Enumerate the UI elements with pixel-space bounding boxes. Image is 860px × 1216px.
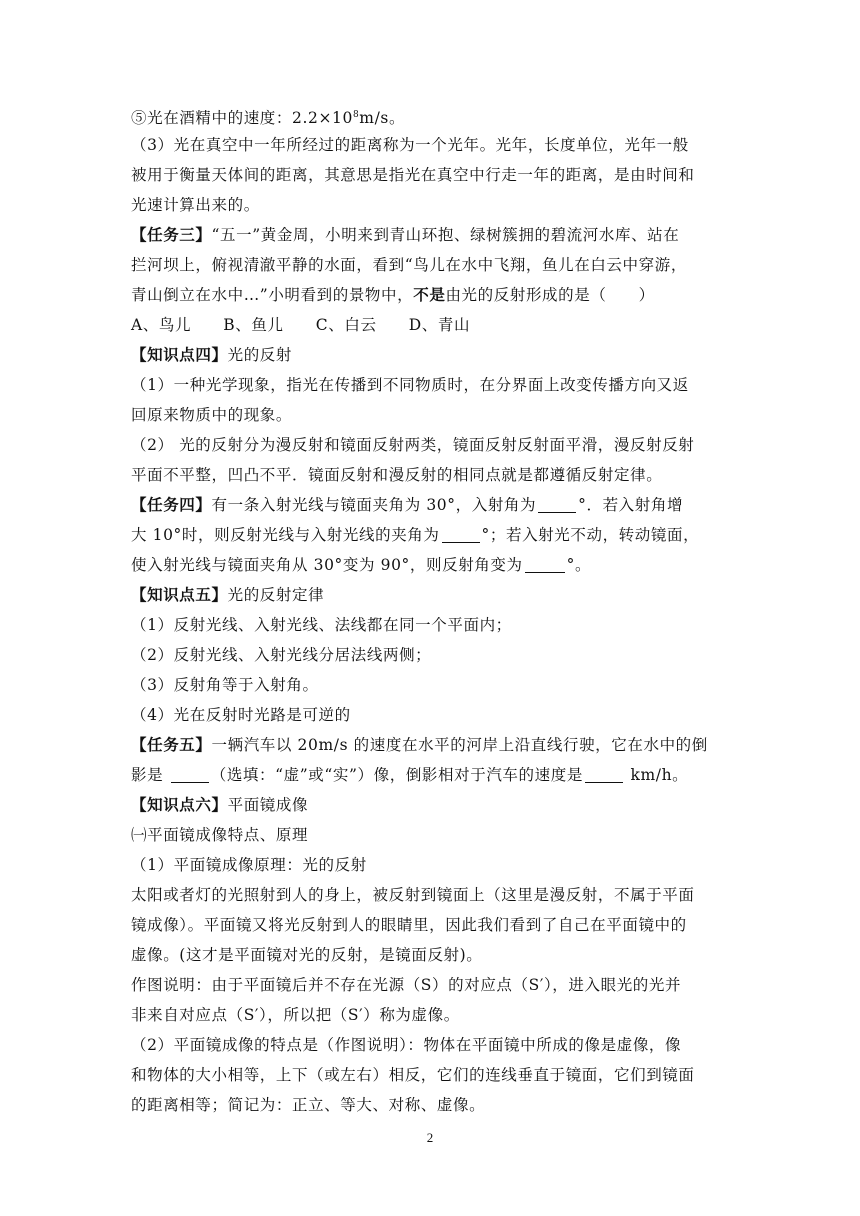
fill-blank[interactable] xyxy=(171,764,209,783)
document-body xyxy=(131,100,731,1120)
fill-blank[interactable] xyxy=(442,524,480,543)
task-five: 【任务五】一辆汽车以 20m/s 的速度在水平的河岸上沿直线行驶，它在水中的倒 xyxy=(131,735,708,754)
text-line: （1）一种光学现象，指光在传播到不同物质时，在分界面上改变传播方向又返 xyxy=(131,376,689,394)
task-tag: 【任务三】 xyxy=(131,225,212,244)
task-tag: 【任务四】 xyxy=(131,495,212,514)
section-title: 平面镜成像 xyxy=(227,796,309,814)
text-line: （1）平面镜成像原理：光的反射 xyxy=(131,856,367,874)
text-line: （2） 光的反射分为漫反射和镜面反射两类，镜面反射反射面平滑，漫反射反射 xyxy=(131,436,695,454)
subsection-title: ㈠平面镜成像特点、原理 xyxy=(131,826,309,844)
text-line: 太阳或者灯的光照射到人的身上，被反射到镜面上（这里是漫反射，不属于平面 xyxy=(131,886,695,904)
section-title: 光的反射定律 xyxy=(227,586,325,604)
text-line: 大 10°时，则反射光线与入射光线的夹角为 °；若入射光不动，转动镜面， xyxy=(131,526,700,544)
text-line: 虚像。(这才是平面镜对光的反射，是镜面反射)。 xyxy=(131,946,483,964)
knowledge-point-five xyxy=(131,580,731,610)
text-line: 青山倒立在水中…”小明看到的景物中，不是由光的反射形成的是（ ） xyxy=(131,285,655,304)
task-tag: 【任务五】 xyxy=(131,735,212,754)
text-line: 镜成像）。平面镜又将光反射到人的眼睛里，因此我们看到了自己在平面镜中的 xyxy=(131,916,687,934)
fill-blank[interactable] xyxy=(525,554,565,573)
task-three: 【任务三】“五一”黄金周，小明来到青山环抱、绿树簇拥的碧流河水库、站在 xyxy=(131,225,680,244)
answer-options: A、鸟儿 B、鱼儿 C、白云 D、青山 xyxy=(131,316,471,334)
text-line: 作图说明：由于平面镜后并不存在光源（S）的对应点（S′），进入眼光的光并 xyxy=(131,976,682,994)
text-line: 平面不平整，凹凸不平．镜面反射和漫反射的相同点就是都遵循反射定律。 xyxy=(131,466,663,484)
fill-blank[interactable] xyxy=(538,494,576,513)
text-line: ⑤光在酒精中的速度：$2.2\times 10^8m/s$。 xyxy=(131,109,406,127)
text-line: 使入射光线与镜面夹角从 30°变为 90°，则反射角变为 °。 xyxy=(131,556,592,574)
fill-blank[interactable] xyxy=(585,764,623,783)
emphasis: 不是 xyxy=(413,285,446,304)
text-line: （3）光在真空中一年所经过的距离称为一个光年。光年，长度单位，光年一般 xyxy=(131,136,689,154)
text-line: 光速计算出来的。 xyxy=(131,196,260,214)
text-line: （4）光在反射时光路是可逆的 xyxy=(131,706,351,724)
text-line: 非来自对应点（S′），所以把（S′）称为虚像。 xyxy=(131,1006,460,1024)
section-title: 光的反射 xyxy=(227,346,293,364)
text-line: 影是 （选填：“虚”或“实”）像，倒影相对于汽车的速度是 km/h。 xyxy=(131,766,689,784)
section-tag: 【知识点六】 xyxy=(131,795,228,814)
text-line: 被用于衡量天体间的距离，其意思是指光在真空中行走一年的距离，是由时间和 xyxy=(131,166,695,184)
section-tag: 【知识点四】 xyxy=(131,345,228,364)
task-four: 【任务四】有一条入射光线与镜面夹角为 30°，入射角为 °．若入射角增 xyxy=(131,495,684,514)
text-line: （2）平面镜成像的特点是（作图说明）：物体在平面镜中所成的像是虚像，像 xyxy=(131,1036,682,1054)
text-line: 和物体的大小相等，上下（或左右）相反，它们的连线垂直于镜面，它们到镜面 xyxy=(131,1066,695,1084)
text-line: 回原来物质中的现象。 xyxy=(131,406,293,424)
knowledge-point-four xyxy=(131,340,731,370)
section-tag: 【知识点五】 xyxy=(131,585,228,604)
text-line: （1）反射光线、入射光线、法线都在同一个平面内； xyxy=(131,616,512,634)
text-line: 拦河坝上，俯视清澈平静的水面，看到“鸟儿在水中飞翔，鱼儿在白云中穿游， xyxy=(131,256,687,274)
text-line: 的距离相等；简记为：正立、等大、对称、虚像。 xyxy=(131,1096,486,1114)
text-line: （3）反射角等于入射角。 xyxy=(131,676,319,694)
page-number: 2 xyxy=(426,1130,434,1145)
knowledge-point-six xyxy=(131,790,731,820)
text-line: （2）反射光线、入射光线分居法线两侧； xyxy=(131,646,432,664)
superscript: 8 xyxy=(352,110,360,120)
